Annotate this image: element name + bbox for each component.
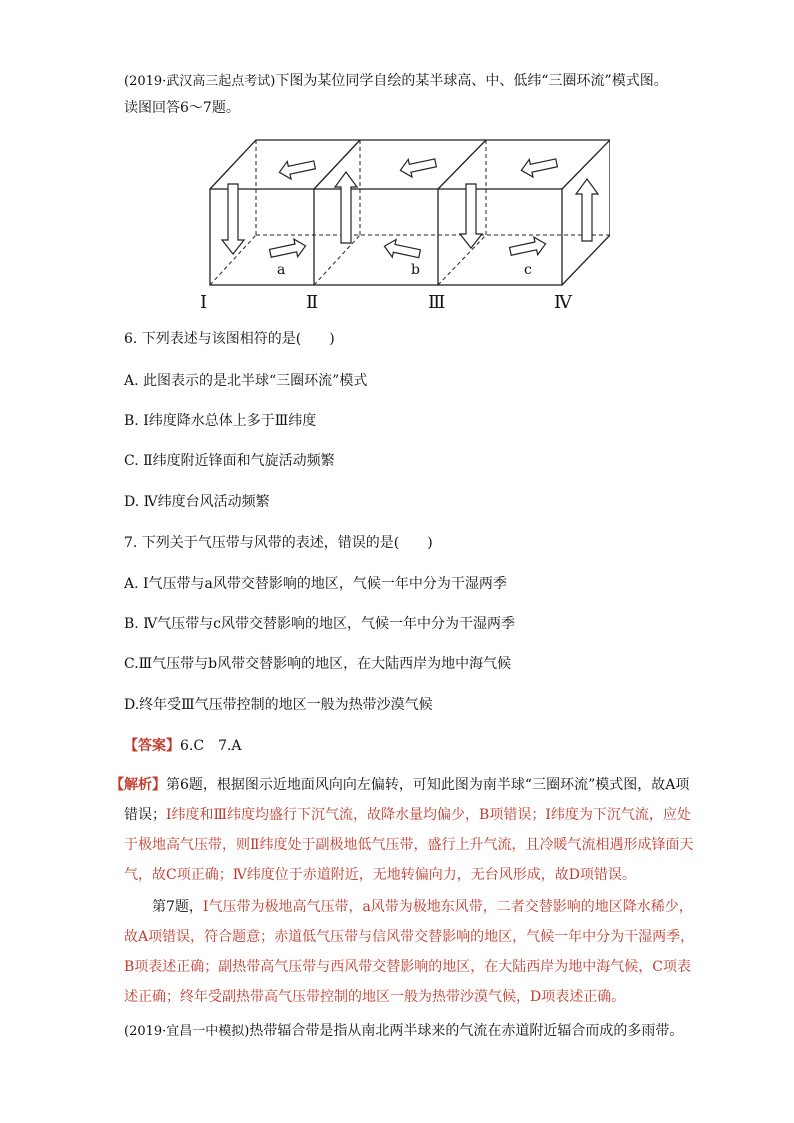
lower-arrow-c	[508, 235, 547, 260]
answer-tag: 【答案】	[124, 738, 180, 754]
analysis-p2-red: Ⅰ气压带为极地高气压带，a风带为极地东风带，二者交替影响的地区降水稀少，故A项错误，符合题意；赤道低气压带与信风带交替影响的地区，气候一年中分为干湿两季，B项表述正确；副热带高气压带与西风带交替影响的地区，在大陆西岸为地中海气候，C项表述正确；终年受副热带高气压带控制的地区一般为热带沙漠气候，D项表述正确。	[124, 899, 695, 1005]
answer-text: 6.C 7.A	[180, 738, 242, 754]
upper-arrow-1	[277, 156, 316, 181]
lat-label-III: Ⅲ	[428, 292, 446, 313]
footer-text: 热带辐合带是指从南北两半球来的气流在赤道附近辐合而成的多雨带。	[249, 1023, 684, 1039]
q7-stem: 7. 下列关于气压带与风带的表述，错误的是( )	[124, 535, 433, 551]
lower-arrow-b	[383, 237, 422, 262]
intro-source: (2019·武汉高三起点考试)	[124, 74, 276, 89]
upper-arrow-3	[519, 154, 558, 179]
next-question-intro	[124, 1022, 683, 1041]
cell-label-c: c	[524, 262, 532, 278]
analysis-paragraph-1	[110, 770, 700, 890]
down-arrow-I	[222, 184, 244, 254]
q7-option-a: A. Ⅰ气压带与a风带交替影响的地区，气候一年中分为干湿两季	[124, 576, 507, 592]
front-face	[210, 189, 562, 285]
q7-option-c: C.Ⅲ气压带与b风带交替影响的地区，在大陆西岸为地中海气候	[124, 656, 512, 672]
cell-label-b: b	[411, 262, 420, 278]
lat-label-II: Ⅱ	[306, 292, 319, 313]
lat-label-IV: Ⅳ	[554, 292, 572, 313]
lower-arrow-a	[268, 237, 307, 262]
analysis-tag: 【解析】	[110, 777, 166, 793]
analysis-paragraph-2	[124, 892, 700, 1012]
analysis-p1-red: Ⅰ纬度和Ⅲ纬度均盛行下沉气流，故降水量均偏少，B项错误；Ⅰ纬度为下沉气流，应处于极地高气压带，则Ⅱ纬度处于副极地低气压带，盛行上升气流，且冷暖气流相遇形成锋面天气，故C项正确；Ⅳ纬度位于赤道附近，无地转偏向力，无台风形成，故D项错误。	[124, 807, 694, 883]
intro-text: 下图为某位同学自绘的某半球高、中、低纬“三圈环流”模式图。	[275, 73, 668, 89]
q7-option-d: D.终年受Ⅲ气压带控制的地区一般为热带沙漠气候	[124, 697, 433, 713]
q6-option-a: A. 此图表示的是北半球“三圈环流”模式	[124, 373, 368, 389]
q6-option-c: C. Ⅱ纬度附近锋面和气旋活动频繁	[124, 453, 335, 469]
q6-stem: 6. 下列表述与该图相符的是( )	[124, 331, 335, 347]
footer-source: (2019·宜昌一中模拟)	[124, 1024, 250, 1039]
intro-line-1	[124, 72, 668, 91]
q7-option-b: B. Ⅳ气压带与c风带交替影响的地区，气候一年中分为干湿两季	[124, 616, 516, 632]
intro-text-2: 读图回答6～7题。	[124, 100, 240, 116]
analysis-p2-lead: 第7题，	[152, 899, 203, 915]
down-arrow-III	[460, 184, 482, 248]
lat-label-I: Ⅰ	[200, 292, 208, 313]
three-cell-circulation-diagram	[190, 132, 610, 314]
up-arrow-IV	[576, 179, 598, 241]
q6-option-d: D. Ⅳ纬度台风活动频繁	[124, 494, 270, 510]
up-arrow-II	[335, 172, 357, 243]
answer-line	[124, 737, 242, 755]
analysis-p1-lead: 第6题，根据图示近地面风向向左偏转，可知此图为南半球“三圈环流”模式图，故A项错误；	[124, 777, 690, 823]
q6-option-b: B. Ⅰ纬度降水总体上多于Ⅲ纬度	[124, 413, 317, 429]
cell-label-a: a	[277, 262, 286, 278]
upper-arrow-2	[398, 154, 437, 179]
